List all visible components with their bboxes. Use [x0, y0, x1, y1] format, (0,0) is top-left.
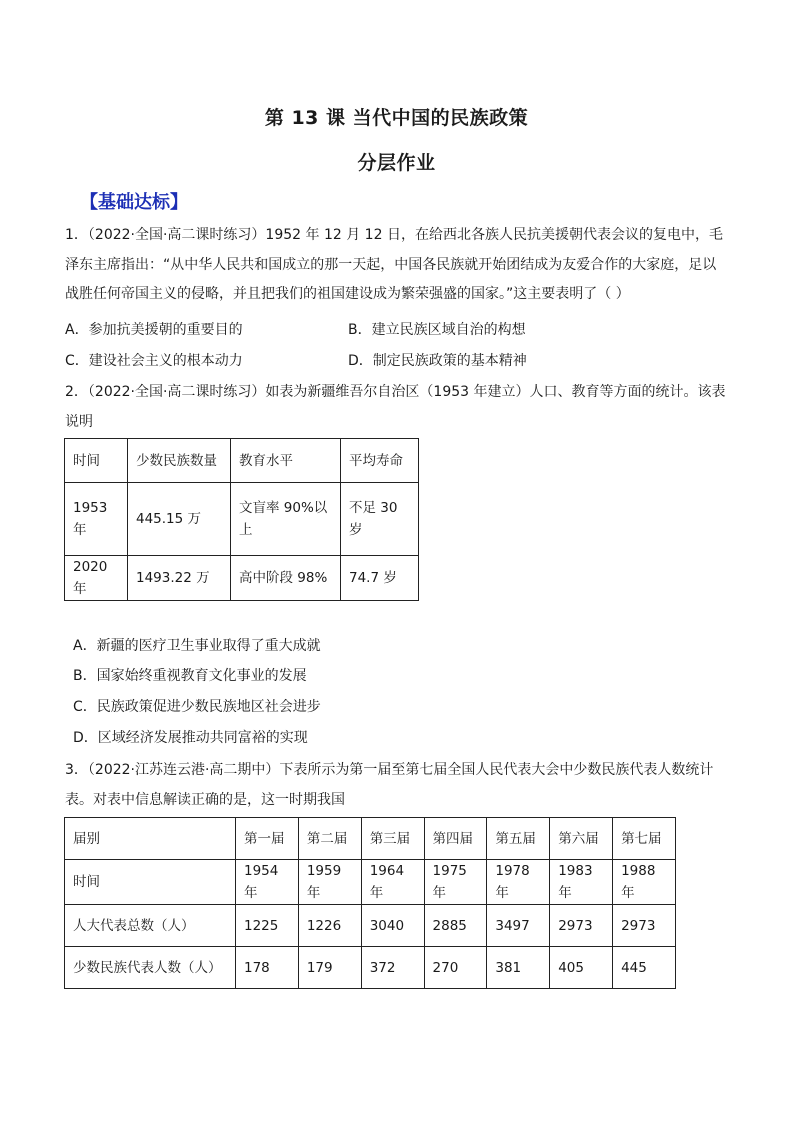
table-cell: 第五届 — [487, 818, 550, 860]
table-cell: 文盲率 90%以上 — [231, 483, 341, 556]
question-1-option-a: A．参加抗美援朝的重要目的 — [65, 322, 243, 338]
table-row — [65, 556, 419, 601]
question-1-stem: 1．（2022·全国·高二课时练习）1952 年 12 月 12 日，在给西北各族人民抗美援朝代表会议的复电中，毛泽东主席指出：“从中华人民共和国成立的那一天起，中国各民族就开始团结成为友爱合作的大家庭，足以战胜任何帝国主义的侵略，并且把我们的祖国建设成为繁荣强盛的国家。”这主要表明了（ ） — [65, 227, 723, 302]
table-cell: 179 — [298, 947, 361, 989]
table-cell: 第七届 — [613, 818, 676, 860]
table-row — [65, 818, 676, 860]
xinjiang-stats-table — [64, 438, 419, 601]
table-cell: 2885 — [424, 905, 487, 947]
question-2-stem: 2．（2022·全国·高二课时练习）如表为新疆维吾尔自治区（1953 年建立）人口、教育等方面的统计。该表说明 — [65, 384, 726, 430]
question-2-option-a: A．新疆的医疗卫生事业取得了重大成就 — [73, 638, 321, 654]
table-header-cell: 平均寿命 — [341, 439, 419, 483]
table-cell: 1959 年 — [298, 860, 361, 905]
question-1-option-c: C．建设社会主义的根本动力 — [65, 353, 243, 369]
table-cell: 第二届 — [298, 818, 361, 860]
lesson-title: 第 13 课 当代中国的民族政策 — [264, 107, 529, 129]
table-cell: 高中阶段 98% — [231, 556, 341, 601]
table-cell: 1983 年 — [550, 860, 613, 905]
table-cell: 1964 年 — [361, 860, 424, 905]
table-cell: 届别 — [65, 818, 236, 860]
table-cell: 1975 年 — [424, 860, 487, 905]
table-cell: 3040 — [361, 905, 424, 947]
table-cell: 405 — [550, 947, 613, 989]
table-header-row — [65, 439, 419, 483]
question-1-option-d: D．制定民族政策的基本精神 — [348, 353, 527, 369]
npc-delegates-table — [64, 817, 676, 989]
section-heading-basic: 【基础达标】 — [80, 192, 188, 213]
table-header-cell: 时间 — [65, 439, 128, 483]
table-row — [65, 483, 419, 556]
table-cell: 第六届 — [550, 818, 613, 860]
table-cell: 人大代表总数（人） — [65, 905, 236, 947]
question-1-option-b: B．建立民族区域自治的构想 — [348, 322, 526, 338]
table-cell: 1226 — [298, 905, 361, 947]
table-cell: 1978 年 — [487, 860, 550, 905]
table-cell: 1954 年 — [236, 860, 299, 905]
table-cell: 不足 30 岁 — [341, 483, 419, 556]
table-cell: 2973 — [550, 905, 613, 947]
worksheet-subtitle: 分层作业 — [357, 152, 436, 174]
table-cell: 372 — [361, 947, 424, 989]
table-row — [65, 947, 676, 989]
table-row — [65, 905, 676, 947]
question-2-option-c: C．民族政策促进少数民族地区社会进步 — [73, 699, 321, 715]
table-cell: 74.7 岁 — [341, 556, 419, 601]
table-cell: 270 — [424, 947, 487, 989]
table-header-cell: 教育水平 — [231, 439, 341, 483]
table-cell: 2020 年 — [65, 556, 128, 601]
question-2-option-d: D．区域经济发展推动共同富裕的实现 — [73, 730, 308, 746]
table-cell: 少数民族代表人数（人） — [65, 947, 236, 989]
table-cell: 1493.22 万 — [128, 556, 231, 601]
table-cell: 3497 — [487, 905, 550, 947]
table-cell: 第一届 — [236, 818, 299, 860]
table-cell: 445 — [613, 947, 676, 989]
table-cell: 第四届 — [424, 818, 487, 860]
table-cell: 445.15 万 — [128, 483, 231, 556]
question-2-option-b: B．国家始终重视教育文化事业的发展 — [73, 668, 307, 684]
table-row — [65, 860, 676, 905]
table-cell: 2973 — [613, 905, 676, 947]
table-cell: 第三届 — [361, 818, 424, 860]
table-cell: 时间 — [65, 860, 236, 905]
table-cell: 1953 年 — [65, 483, 128, 556]
table-header-cell: 少数民族数量 — [128, 439, 231, 483]
table-cell: 1988 年 — [613, 860, 676, 905]
table-cell: 1225 — [236, 905, 299, 947]
table-cell: 381 — [487, 947, 550, 989]
question-3-stem: 3．（2022·江苏连云港·高二期中）下表所示为第一届至第七届全国人民代表大会中少数民族代表人数统计表。对表中信息解读正确的是，这一时期我国 — [65, 762, 714, 808]
table-cell: 178 — [236, 947, 299, 989]
